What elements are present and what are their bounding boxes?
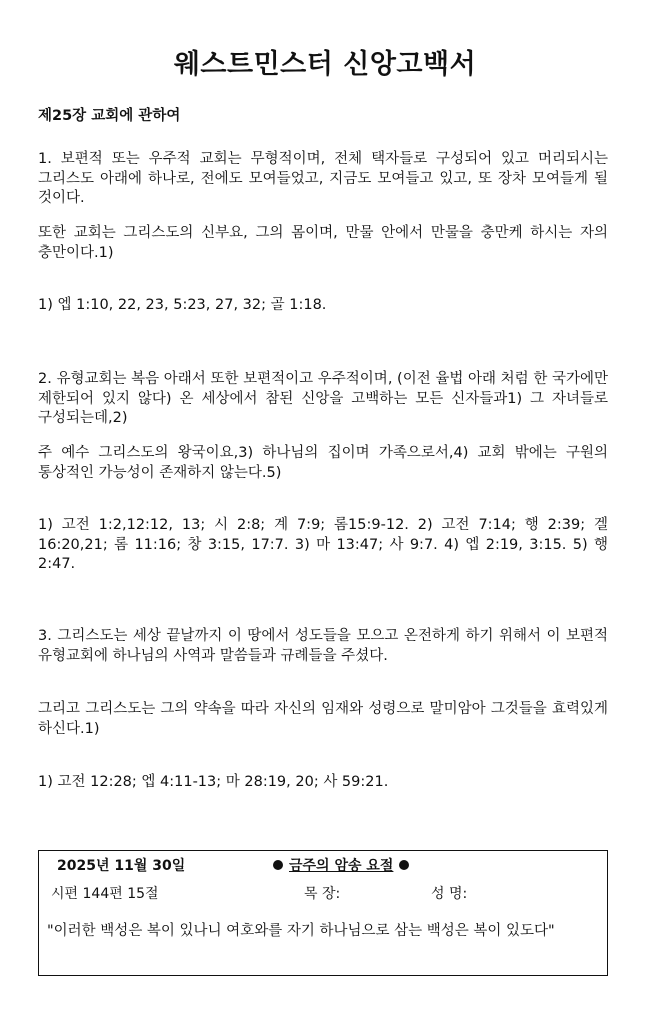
paragraph-3-continuation: 그리고 그리스도는 그의 약속을 따라 자신의 임재와 성령으로 말미암아 그것들을 효력있게 하신다.1) [38, 701, 608, 737]
memory-heading [267, 855, 415, 875]
memory-heading-label: 금주의 암송 요절 [289, 858, 394, 874]
bullet-icon [273, 860, 283, 870]
footnote-1: 1) 엡 1:10, 22, 23, 5:23, 27, 32; 골 1:18. [38, 297, 327, 313]
paragraph-2-continuation: 주 예수 그리스도의 왕국이요,3) 하나님의 집이며 가족으로서,4) 교회 밖에는 구원의 통상적인 가능성이 존재하지 않는다.5) [38, 445, 608, 481]
memory-verse-quote: "이러한 백성은 복이 있나니 여호와를 자기 하나님으로 삼는 백성은 복이 있도다" [47, 923, 555, 939]
bullet-icon [399, 860, 409, 870]
verse-reference: 시편 144편 15절 [51, 886, 159, 902]
paragraph-3: 3. 그리스도는 세상 끝날까지 이 땅에서 성도들을 모으고 온전하게 하기 위해서 이 보편적 유형교회에 하나님의 사역과 말씀들과 규례들을 주셨다. [38, 628, 608, 664]
document-title: 웨스트민스터 신앙고백서 [173, 49, 477, 80]
name-label: 성 명: [431, 886, 468, 902]
memory-verse-box [38, 850, 608, 976]
paragraph-1-continuation: 또한 교회는 그리스도의 신부요, 그의 몸이며, 만물 안에서 만물을 충만케 하시는 자의 충만이다.1) [38, 225, 608, 261]
footnote-3: 1) 고전 12:28; 엡 4:11-13; 마 28:19, 20; 사 59:21. [38, 774, 389, 790]
footnote-2: 1) 고전 1:2,12:12, 13; 시 2:8; 계 7:9; 롬15:9-12. 2) 고전 7:14; 행 2:39; 겔 16:20,21; 롬 11:16; 창 3:15, 17:7. 3) 마 13:47; 사 9:7. 4) 엡 2:19, 3:15. 5) 행 2:47. [38, 517, 608, 572]
paragraph-2: 2. 유형교회는 복음 아래서 또한 보편적이고 우주적이며, (이전 율법 아래 처럼 한 국가에만 제한되어 있지 않다) 온 세상에서 참된 신앙을 고백하는 모든 신자들과1) 그 자녀들로 구성되는데,2) [38, 371, 608, 426]
chapter-heading: 제25장 교회에 관하여 [38, 108, 181, 124]
paragraph-1: 1. 보편적 또는 우주적 교회는 무형적이며, 전체 택자들로 구성되어 있고 머리되시는 그리스도 아래에 하나로, 전에도 모여들었고, 지금도 모여들고 있고, 또 장차 모여들게 될 것이다. [38, 151, 608, 206]
memory-date: 2025년 11월 30일 [57, 858, 186, 874]
mokjang-label: 목 장: [304, 886, 341, 902]
